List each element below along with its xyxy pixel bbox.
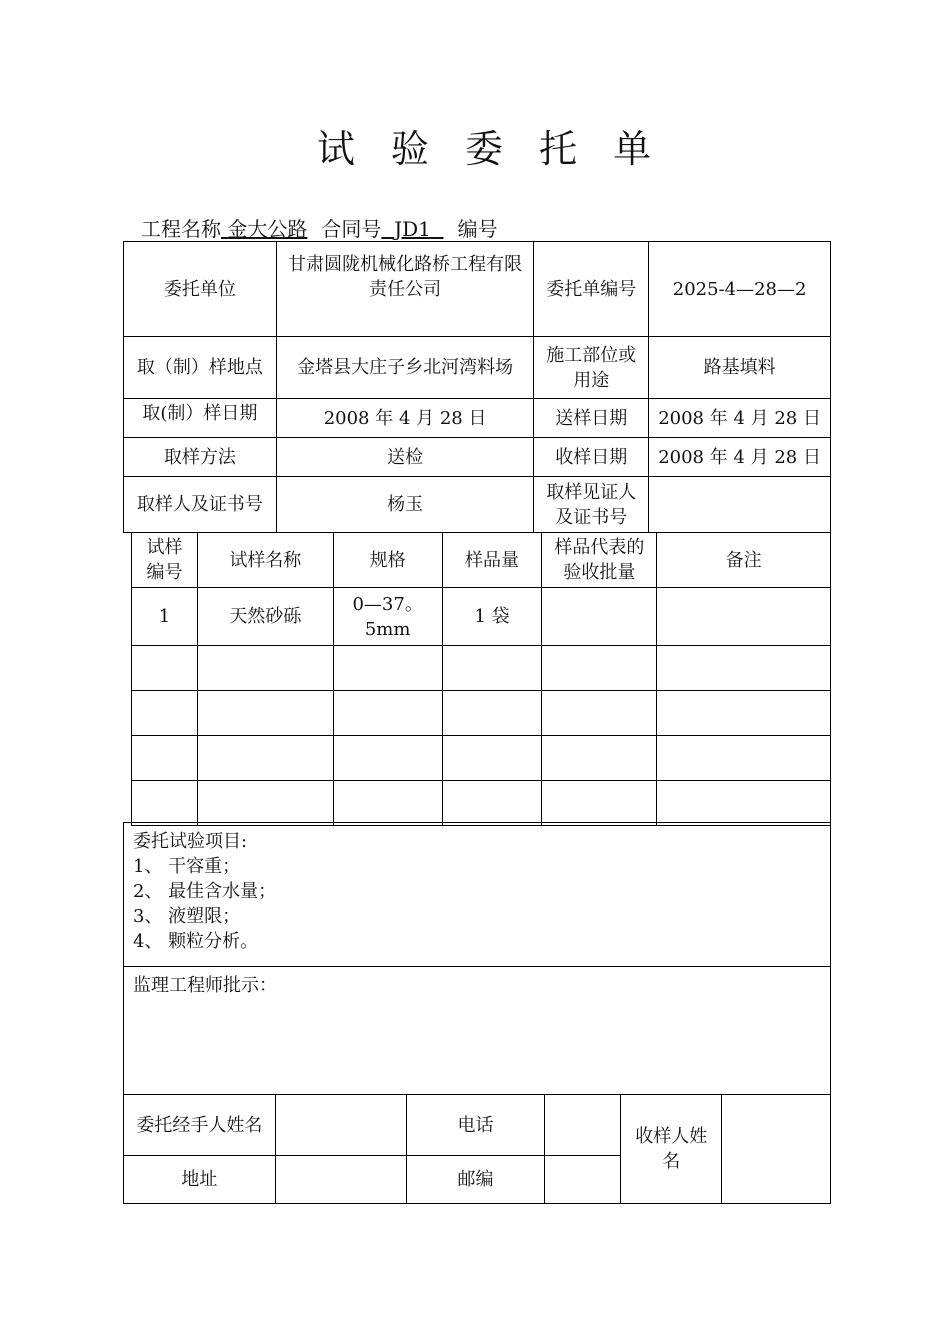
- sampler-value: 杨玉: [276, 477, 534, 533]
- test-item: 4、 颗粒分析。: [133, 931, 259, 952]
- sample-date-label: 取(制）样日期: [124, 399, 277, 438]
- cell-sample-name: [197, 736, 333, 781]
- cell-sample-no: [132, 736, 198, 781]
- info-table: [123, 241, 831, 533]
- table-row: [132, 691, 831, 736]
- postcode-value: [545, 1156, 621, 1204]
- address-label: 地址: [124, 1156, 276, 1204]
- phone-label: 电话: [406, 1095, 545, 1156]
- receiver-label: 收样人姓名: [621, 1095, 722, 1204]
- test-item: 3、 液塑限；: [133, 906, 241, 927]
- cell-quantity: 1 袋: [442, 588, 542, 646]
- cell-sample-no: [132, 691, 198, 736]
- postcode-label: 邮编: [406, 1156, 545, 1204]
- sampler-label: 取样人及证书号: [124, 477, 277, 533]
- send-date-value: 2008 年 4 月 28 日: [649, 399, 831, 438]
- test-items-label: 委托试验项目:: [133, 831, 248, 852]
- witness-label: 取样见证人及证书号: [534, 477, 649, 533]
- document-title: 试 验 委 托 单: [316, 127, 664, 171]
- sample-place-label: 取（制）样地点: [124, 337, 277, 399]
- cell-spec: [333, 781, 442, 826]
- cell-sample-no: [132, 781, 198, 826]
- cell-sample-name: 天然砂砾: [197, 588, 333, 646]
- receive-date-label: 收样日期: [534, 438, 649, 477]
- receiver-value: [722, 1095, 831, 1204]
- contract-value: JD1: [394, 217, 431, 241]
- cell-sample-name: [197, 691, 333, 736]
- phone-value: [545, 1095, 621, 1156]
- agent-value: [275, 1095, 406, 1156]
- usage-value: 路基填料: [649, 337, 831, 399]
- table-row: [132, 646, 831, 691]
- client-unit-label: 委托单位: [124, 242, 277, 337]
- cell-quantity: [442, 736, 542, 781]
- contract-label: 合同号: [321, 217, 382, 241]
- requests-table: [123, 822, 831, 1095]
- cell-sample-name: [197, 646, 333, 691]
- project-name-value: 金大公路: [227, 217, 308, 241]
- header-batch: 样品代表的验收批量: [542, 533, 657, 588]
- receive-date-value: 2008 年 4 月 28 日: [649, 438, 831, 477]
- cell-batch: [542, 781, 657, 826]
- cell-remarks: [657, 691, 831, 736]
- cell-spec: [333, 691, 442, 736]
- cell-batch: [542, 691, 657, 736]
- test-item: 1、 干容重；: [133, 856, 241, 877]
- header-sample-name: 试样名称: [197, 533, 333, 588]
- order-no-label: 委托单编号: [534, 242, 649, 337]
- supervisor-section: [124, 967, 831, 1095]
- cell-quantity: [442, 646, 542, 691]
- cell-batch: [542, 736, 657, 781]
- header-quantity: 样品量: [442, 533, 542, 588]
- cell-remarks: [657, 646, 831, 691]
- method-value: 送检: [276, 438, 534, 477]
- cell-spec: [333, 646, 442, 691]
- usage-label: 施工部位或用途: [534, 337, 649, 399]
- table-row: [132, 781, 831, 826]
- table-row: [132, 736, 831, 781]
- method-label: 取样方法: [124, 438, 277, 477]
- address-value: [275, 1156, 406, 1204]
- cell-remarks: [657, 588, 831, 646]
- table-row: [132, 588, 831, 646]
- test-items-section: [124, 823, 831, 967]
- supervisor-label: 监理工程师批示：: [133, 975, 277, 996]
- cell-quantity: [442, 691, 542, 736]
- project-name-label: 工程名称: [141, 217, 221, 241]
- header-sample-no: 试样编号: [132, 533, 198, 588]
- cell-remarks: [657, 781, 831, 826]
- cell-remarks: [657, 736, 831, 781]
- test-item: 2、 最佳含水量；: [133, 881, 277, 902]
- samples-header-row: [132, 533, 831, 588]
- code-label: 编号: [457, 217, 498, 241]
- send-date-label: 送样日期: [534, 399, 649, 438]
- witness-value: [649, 477, 831, 533]
- cell-spec: 0—37。5mm: [333, 588, 442, 646]
- header-spec: 规格: [333, 533, 442, 588]
- footer-table: [123, 1094, 831, 1204]
- order-no-value: 2025-4—28—2: [649, 242, 831, 337]
- client-unit-value: 甘肃圆陇机械化路桥工程有限责任公司: [276, 242, 534, 337]
- header-remarks: 备注: [657, 533, 831, 588]
- cell-spec: [333, 736, 442, 781]
- sample-date-value: 2008 年 4 月 28 日: [276, 399, 534, 438]
- agent-label: 委托经手人姓名: [124, 1095, 276, 1156]
- cell-quantity: [442, 781, 542, 826]
- cell-sample-no: 1: [132, 588, 198, 646]
- project-line: [141, 213, 498, 242]
- cell-batch: [542, 646, 657, 691]
- cell-batch: [542, 588, 657, 646]
- cell-sample-no: [132, 646, 198, 691]
- samples-table: [131, 532, 831, 826]
- cell-sample-name: [197, 781, 333, 826]
- sample-place-value: 金塔县大庄子乡北河湾料场: [276, 337, 534, 399]
